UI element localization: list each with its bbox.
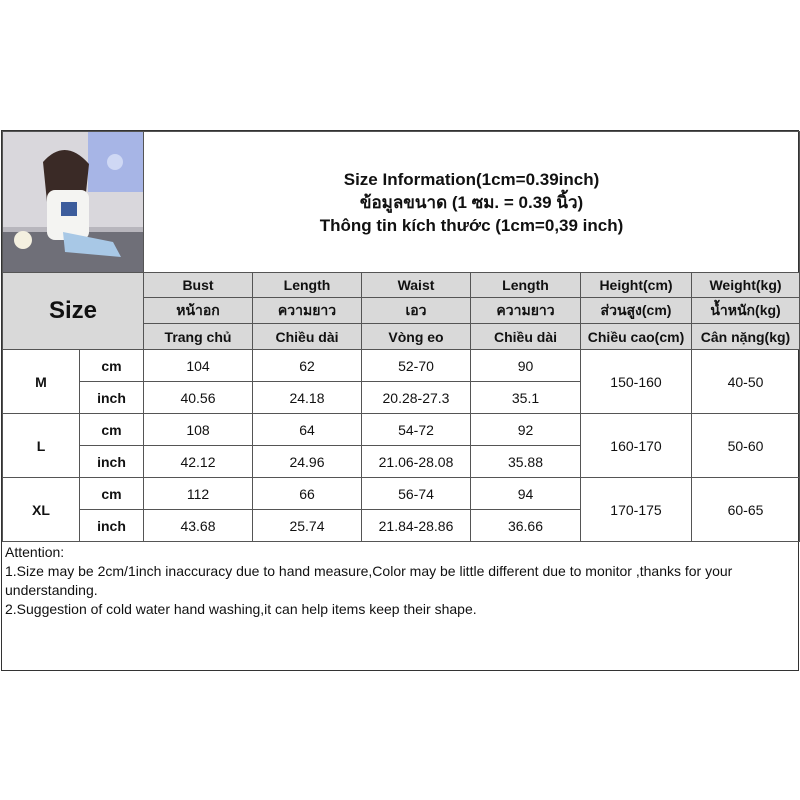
column-header-vietnamese: Trang chủ xyxy=(144,324,253,350)
cell-waist: 56-74 xyxy=(362,478,471,510)
unit-label: inch xyxy=(80,510,144,542)
cell-bust: 108 xyxy=(144,414,253,446)
table-row xyxy=(3,350,800,382)
attention-notes xyxy=(2,542,798,670)
column-header-thai: ส่วนสูง(cm) xyxy=(581,298,692,324)
column-header-vietnamese: Chiều cao(cm) xyxy=(581,324,692,350)
cell-length-2: 35.1 xyxy=(471,382,581,414)
table-row xyxy=(3,414,800,446)
title-vietnamese: Thông tin kích thước (1cm=0,39 inch) xyxy=(319,215,624,235)
attention-line-2: 2.Suggestion of cold water hand washing,it can help items keep their shape. xyxy=(5,601,477,617)
attention-line-1: 1.Size may be 2cm/1inch inaccuracy due to hand measure,Color may be little different due to monitor ,thanks for your understanding. xyxy=(5,563,733,598)
cell-bust: 104 xyxy=(144,350,253,382)
unit-label: inch xyxy=(80,382,144,414)
column-header-vietnamese: Vòng eo xyxy=(362,324,471,350)
column-header-thai: น้ำหนัก(kg) xyxy=(692,298,800,324)
unit-label: inch xyxy=(80,446,144,478)
title-english: Size Information(1cm=0.39inch) xyxy=(343,169,600,189)
cell-weight: 50-60 xyxy=(692,414,800,478)
column-header: Length xyxy=(471,273,581,298)
cell-weight: 60-65 xyxy=(692,478,800,542)
cell-waist: 21.06-28.08 xyxy=(362,446,471,478)
cell-length-2: 94 xyxy=(471,478,581,510)
cell-length: 62 xyxy=(253,350,362,382)
unit-label: cm xyxy=(80,350,144,382)
cell-length: 24.96 xyxy=(253,446,362,478)
column-header: Length xyxy=(253,273,362,298)
column-header-vietnamese: Chiều dài xyxy=(253,324,362,350)
cell-length-2: 92 xyxy=(471,414,581,446)
title-block xyxy=(144,132,800,273)
column-header: Weight(kg) xyxy=(692,273,800,298)
table-row xyxy=(3,478,800,510)
cell-waist: 20.28-27.3 xyxy=(362,382,471,414)
cell-waist: 52-70 xyxy=(362,350,471,382)
cell-waist: 21.84-28.86 xyxy=(362,510,471,542)
cell-length-2: 36.66 xyxy=(471,510,581,542)
cell-waist: 54-72 xyxy=(362,414,471,446)
column-header-thai: หน้าอก xyxy=(144,298,253,324)
title-thai: ข้อมูลขนาด (1 ซม. = 0.39 นิ้ว) xyxy=(359,192,584,212)
cell-height: 150-160 xyxy=(581,350,692,414)
size-table xyxy=(2,131,800,542)
cell-bust: 40.56 xyxy=(144,382,253,414)
cell-length-2: 90 xyxy=(471,350,581,382)
cell-length: 25.74 xyxy=(253,510,362,542)
column-header-vietnamese: Chiều dài xyxy=(471,324,581,350)
column-header: Waist xyxy=(362,273,471,298)
cell-bust: 43.68 xyxy=(144,510,253,542)
cell-bust: 112 xyxy=(144,478,253,510)
size-heading: Size xyxy=(3,273,144,350)
column-header-thai: เอว xyxy=(362,298,471,324)
size-name: M xyxy=(3,350,80,414)
cell-length-2: 35.88 xyxy=(471,446,581,478)
size-chart xyxy=(1,130,799,671)
column-header-thai: ความยาว xyxy=(253,298,362,324)
cell-length: 64 xyxy=(253,414,362,446)
cell-weight: 40-50 xyxy=(692,350,800,414)
column-header-thai: ความยาว xyxy=(471,298,581,324)
column-header: Height(cm) xyxy=(581,273,692,298)
product-photo xyxy=(3,132,143,272)
column-header-vietnamese: Cân nặng(kg) xyxy=(692,324,800,350)
cell-length: 24.18 xyxy=(253,382,362,414)
cell-length: 66 xyxy=(253,478,362,510)
cell-height: 160-170 xyxy=(581,414,692,478)
cell-bust: 42.12 xyxy=(144,446,253,478)
unit-label: cm xyxy=(80,478,144,510)
product-photo-cell xyxy=(3,132,144,273)
attention-heading: Attention: xyxy=(5,544,65,560)
column-header: Bust xyxy=(144,273,253,298)
size-name: L xyxy=(3,414,80,478)
unit-label: cm xyxy=(80,414,144,446)
size-name: XL xyxy=(3,478,80,542)
cell-height: 170-175 xyxy=(581,478,692,542)
